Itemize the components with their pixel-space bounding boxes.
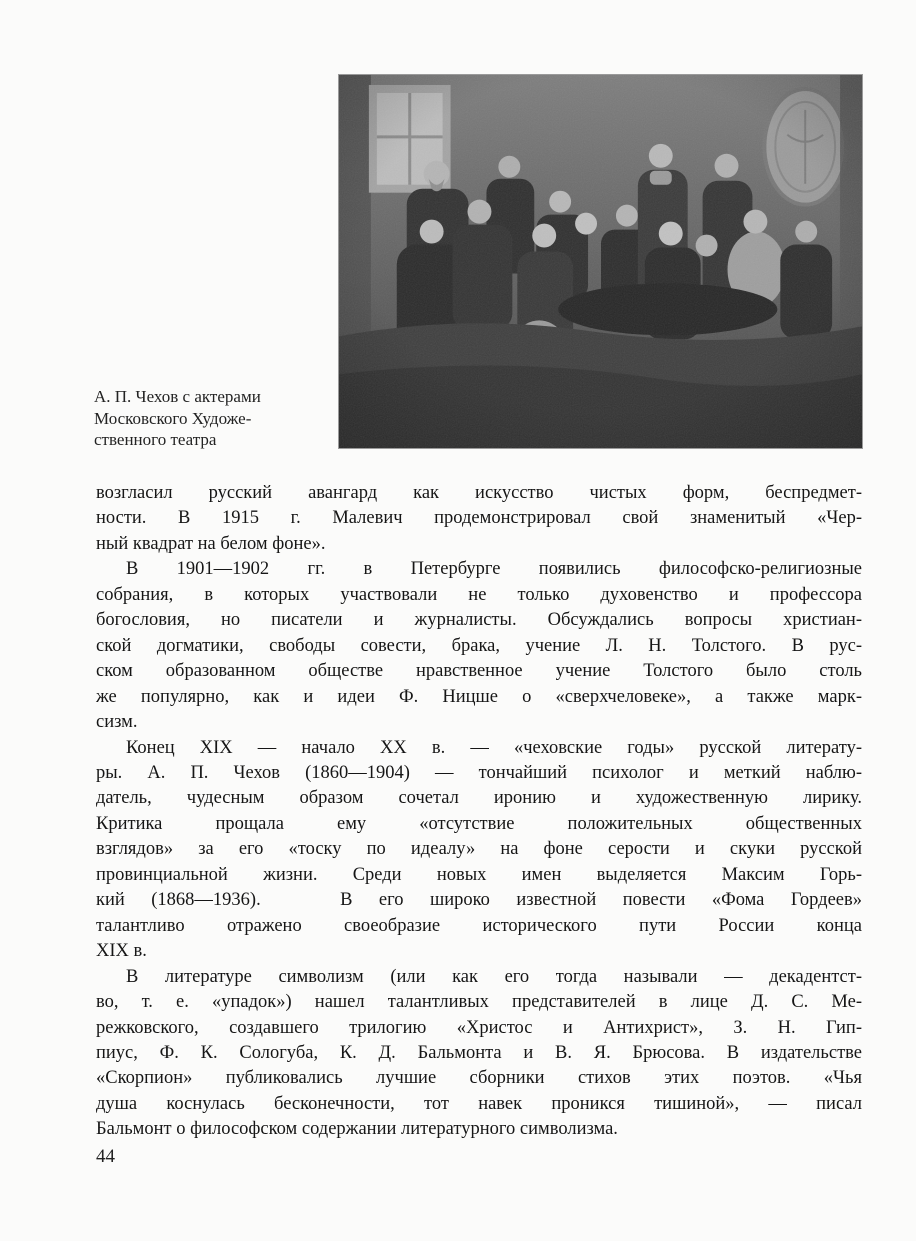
body-text-line: ности. В 1915 г. Малевич продемонстрировал свой знаменитый «Чер- — [96, 508, 862, 529]
body-text-line: богословия, но писатели и журналисты. Обсуждались вопросы христиан- — [96, 610, 862, 631]
body-text-line: датель, чудесным образом сочетал иронию и художественную лирику. — [96, 788, 862, 809]
body-text-line: ской догматики, свободы совести, брака, учение Л. Н. Толстого. В рус- — [96, 635, 862, 656]
body-text-line: В литературе символизм (или как его тогда называли — декадентст- — [126, 966, 862, 987]
caption-line: ственного театра — [94, 430, 217, 449]
body-text-line: сизм. — [96, 712, 138, 733]
body-text-line: В 1901—1902 гг. в Петербурге появились философско-религиозные — [126, 559, 862, 580]
body-text-line: взглядов» за его «тоску по идеалу» на фоне серости и скуки русской — [96, 839, 862, 860]
body-text-line: талантливо отражено своеобразие исторического пути России конца — [96, 915, 862, 936]
photo-caption — [94, 386, 334, 451]
body-text-line: XIX в. — [96, 941, 147, 962]
body-text-line: ры. А. П. Чехов (1860—1904) — тончайший психолог и меткий наблю- — [96, 762, 862, 783]
body-text-line: Конец XIX — начало XX в. — «чеховские годы» русской литерату- — [126, 737, 862, 758]
body-text-line: пиус, Ф. К. Сологуба, К. Д. Бальмонта и В. Я. Брюсова. В издательстве — [96, 1042, 862, 1063]
body-text-line: душа коснулась бесконечности, тот навек проникся тишиной», — писал — [96, 1093, 862, 1114]
paragraph — [96, 736, 862, 965]
body-text-line: во, т. е. «упадок») нашел талантливых представителей в лице Д. С. Ме- — [96, 992, 862, 1013]
body-text-line: ный квадрат на белом фоне». — [96, 533, 326, 554]
group-photo-image — [339, 75, 862, 448]
page-number: 44 — [96, 1146, 115, 1167]
body-text-line: же популярно, как и идеи Ф. Ницше о «сверхчеловеке», а также марк- — [96, 686, 862, 707]
body-text-line: провинциальной жизни. Среди новых имен выделяется Максим Горь- — [96, 864, 862, 885]
body-text-line: «Скорпион» публиковались лучшие сборники стихов этих поэтов. «Чья — [96, 1068, 862, 1089]
photograph — [338, 74, 863, 449]
body-text-line: режковского, создавшего трилогию «Христос и Антихрист», З. Н. Гип- — [96, 1017, 862, 1038]
body-text-line: ском образованном обществе нравственное учение Толстого было столь — [96, 661, 862, 682]
caption-line: А. П. Чехов с актерами — [94, 387, 261, 406]
body-text-line: кий (1868—1936). В его широко известной повести «Фома Гордеев» — [96, 890, 862, 911]
caption-line: Московского Художе- — [94, 408, 252, 428]
body-text-line: возгласил русский авангард как искусство чистых форм, беспредмет- — [96, 483, 862, 503]
paragraph — [96, 965, 862, 1143]
body-text-line: Критика прощала ему «отсутствие положительных общественных — [96, 813, 862, 834]
paragraph — [96, 481, 862, 557]
body-text-line: собрания, в которых участвовали не только духовенство и профессора — [96, 584, 862, 605]
body-text-line: Бальмонт о философском содержании литературного символизма. — [96, 1119, 618, 1140]
paragraph — [96, 557, 862, 735]
body-text — [96, 481, 862, 1143]
